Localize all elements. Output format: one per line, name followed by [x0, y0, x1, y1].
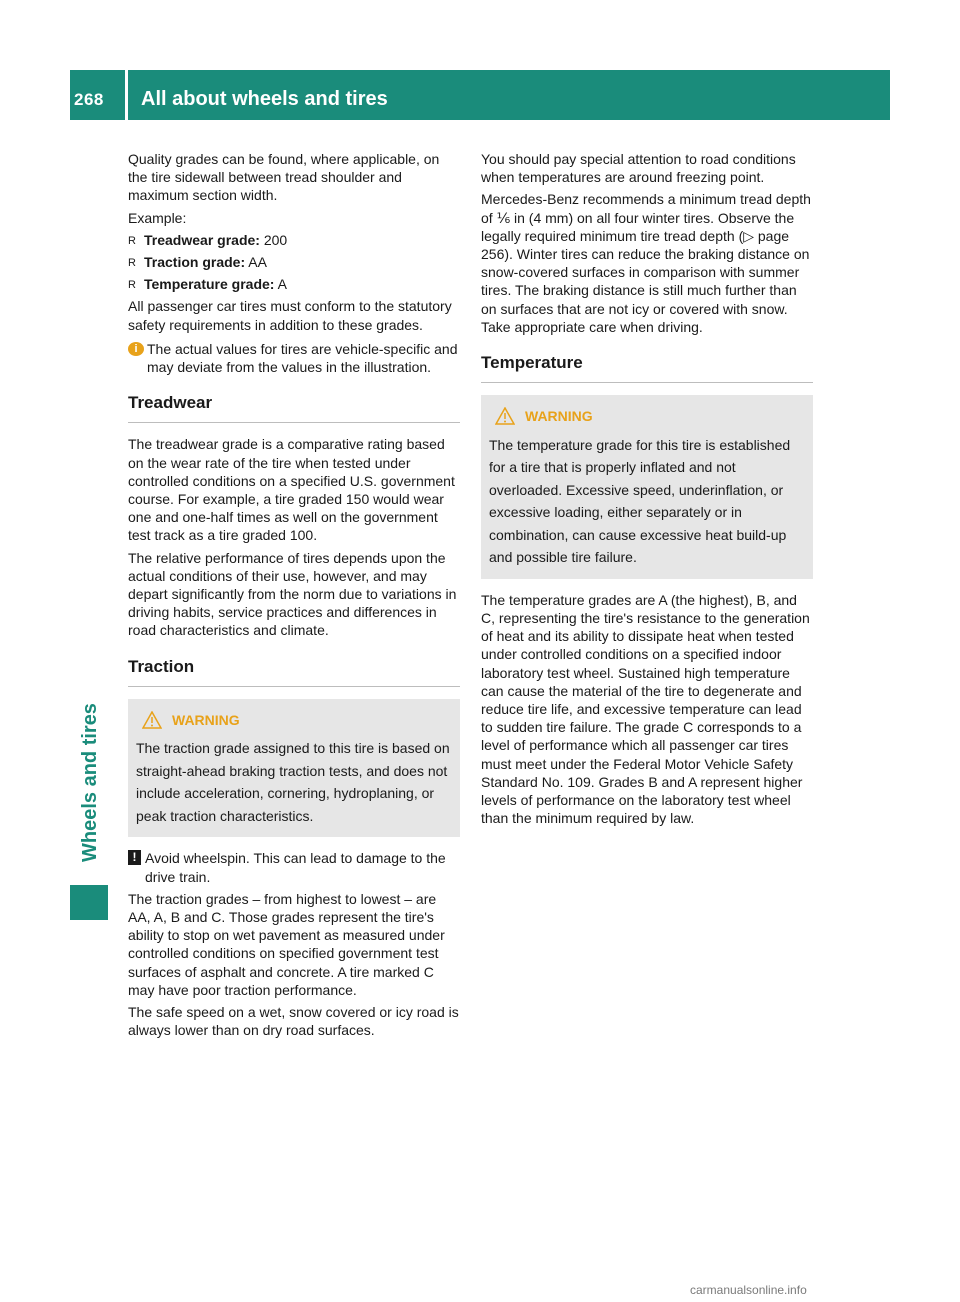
bullet-traction [128, 253, 460, 272]
traction-paragraph-2: The safe speed on a wet, snow covered or icy road is always lower than on dry road surfaces. [128, 1004, 459, 1039]
page-number: 268 [74, 90, 104, 109]
bullet-temperature [128, 275, 460, 294]
example-label: Example: [128, 209, 187, 226]
traction-heading: Traction [128, 658, 460, 687]
bullet-value: AA [248, 254, 267, 271]
warning-header [136, 709, 452, 732]
bullet-icon: R [128, 234, 136, 247]
bullet-label: Traction grade: [144, 254, 246, 271]
warning-title: WARNING [525, 408, 593, 425]
traction-paragraph-1: The traction grades – from highest to lowest – are AA, A, B and C. Those grades represent the tire's ability to stop on wet pavement as measured under controlled conditions on specified government test surfaces of asphalt and concrete. A tire marked C may have poor traction performance. [128, 890, 445, 998]
warning-text: The traction grade assigned to this tire is based on straight-ahead braking traction tests, and does not include acceleration, cornering, hydroplaning, or peak traction characteristics. [136, 740, 450, 824]
page-title: All about wheels and tires [141, 88, 388, 110]
winter-paragraph-1: You should pay special attention to road conditions when temperatures are around freezing point. [481, 151, 796, 186]
notice [128, 849, 460, 885]
bullet-label: Treadwear grade: [144, 231, 260, 248]
treadwear-paragraph-1: The treadwear grade is a comparative rating based on the wear rate of the tire when tested under controlled conditions on a specified U.S. government course. For example, a tire graded 150 would wear one and one-half times as well on the government test track as a tire graded 100. [128, 436, 455, 544]
winter-paragraph-2: Mercedes-Benz recommends a minimum tread depth of ⅙ in (4 mm) on all four winter tires. Observe the legally required minimum tire tread depth (▷ page 256). Winter tires can reduce the braking distance on snow-covered surfaces in comparison with summer tires. The braking distance is still much further than on surfaces that are not icy or covered with snow. Take appropriate care when driving. [481, 191, 811, 335]
warning-triangle-icon [142, 711, 162, 729]
temperature-heading: Temperature [481, 354, 813, 383]
left-column [128, 150, 460, 1043]
warning-header [489, 405, 805, 428]
notice-text: Avoid wheelspin. This can lead to damage to the drive train. [145, 850, 446, 885]
info-icon: i [128, 342, 144, 356]
bullet-treadwear [128, 231, 460, 250]
treadwear-heading: Treadwear [128, 394, 460, 423]
info-note-text: The actual values for tires are vehicle-specific and may deviate from the values in the illustration. [147, 340, 458, 376]
temperature-warning-box [481, 395, 813, 579]
side-tab-marker [70, 885, 108, 920]
watermark: carmanualsonline.info [690, 1283, 807, 1297]
exclamation-icon: ! [128, 850, 141, 865]
info-note [128, 340, 460, 376]
treadwear-paragraph-2: The relative performance of tires depends upon the actual conditions of their use, however, and may depart significantly from the norm due to variations in driving habits, service practices and differences in road characteristics and climate. [128, 549, 457, 639]
bullet-icon: R [128, 257, 136, 270]
conform-paragraph: All passenger car tires must conform to the statutory safety requirements in addition to these grades. [128, 298, 452, 333]
intro-paragraph: Quality grades can be found, where applicable, on the tire sidewall between tread shoulder and maximum section width. [128, 151, 440, 204]
warning-triangle-icon [495, 407, 515, 425]
bullet-value: A [277, 276, 287, 293]
temperature-paragraph: The temperature grades are A (the highest), B, and C, representing the tire's resistance to the generation of heat and its ability to dissipate heat when tested under controlled conditions on a specified indoor laboratory test wheel. Sustained high temperature can cause the material of the tire to degenerate and reduce tire life, and excessive temperature can lead to sudden tire failure. The grade C corresponds to a level of performance which all passenger car tires must meet under the Federal Motor Vehicle Safety Standard No. 109. Grades B and A represent higher levels of performance on the laboratory test wheel than the minimum required by law. [481, 591, 810, 827]
bullet-value: 200 [263, 231, 288, 248]
bullet-label: Temperature grade: [144, 276, 275, 293]
warning-title: WARNING [172, 711, 240, 728]
side-tab-label: Wheels and tires [79, 703, 101, 862]
warning-text: The temperature grade for this tire is established for a tire that is properly inflated and not overloaded. Excessive speed, underinflation, or excessive loading, either separately or in combination, can cause excessive heat build-up and possible tire failure. [489, 436, 791, 566]
bullet-icon: R [128, 279, 136, 292]
right-column [481, 150, 813, 831]
traction-warning-box [128, 699, 460, 838]
